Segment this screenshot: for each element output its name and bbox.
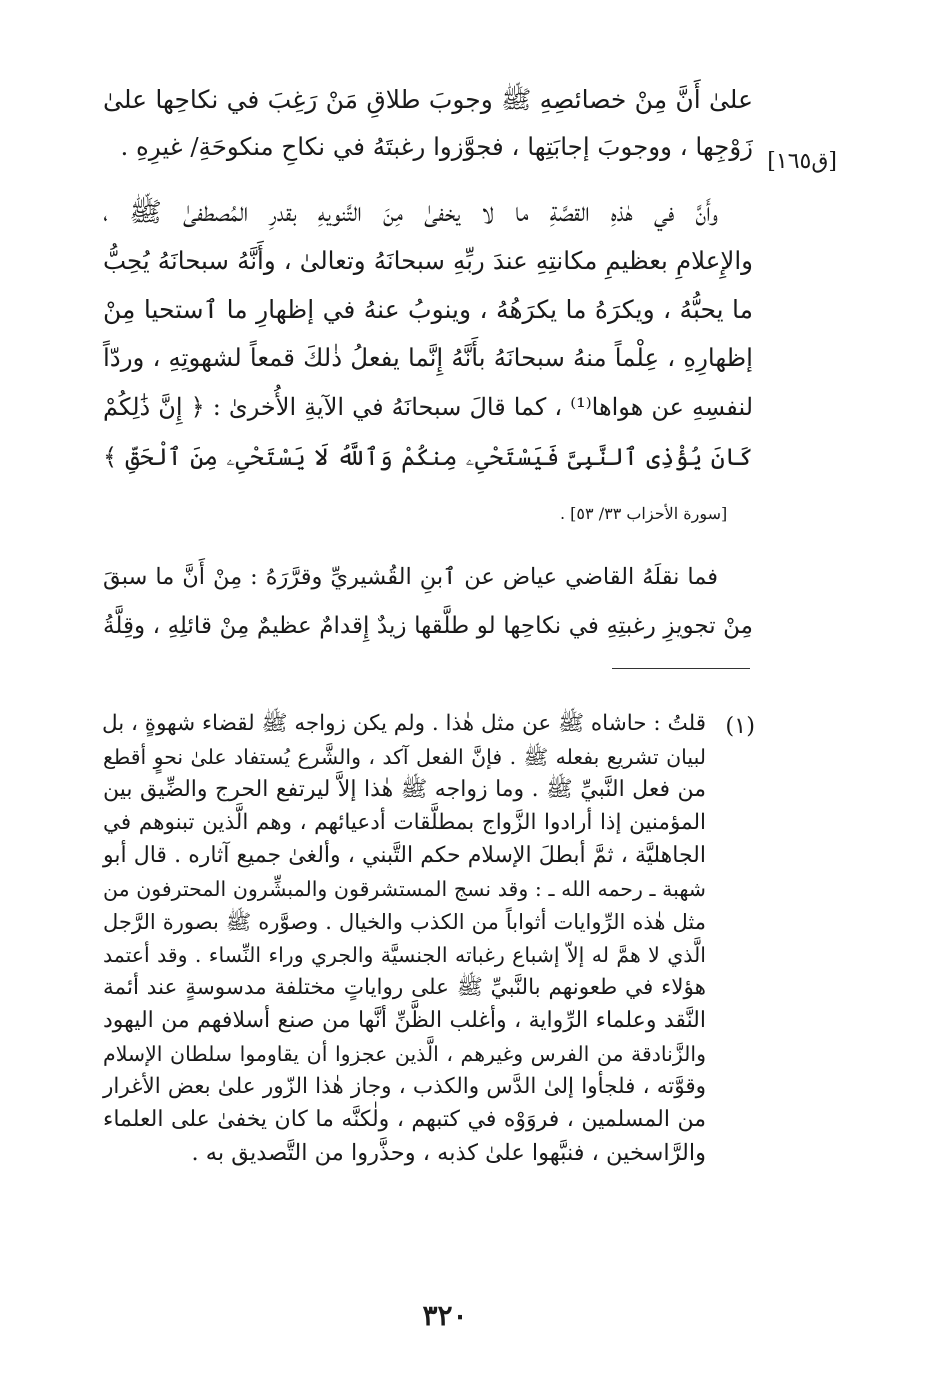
quran-source-reference: [سورة الأحزاب ٣٣/ ٥٣] . bbox=[560, 504, 728, 523]
main-text-line: زَوْجِها ، ووجوبَ إجابَتِها ، فجوَّزوا رغبتَهُ في نكاحِ منكوحَةِ/ غيرِهِ . bbox=[120, 132, 753, 161]
main-text-line: مِنْ تجويزِ رغبتِهِ في نكاحِها لو طلَّقها زيدٌ إِقدامٌ عظيمٌ مِنْ قائلِهِ ، وقِلَّةُ bbox=[103, 613, 753, 639]
footnote-line: قلتُ : حاشاه ﷺ عن مثل هٰذا . ولم يكن زواجه ﷺ لقضاء شهوةٍ ، بل bbox=[101, 711, 706, 736]
footnote-line: شهبة ـ رحمه الله ـ : وقد نسج المستشرقون والمبشِّرون المحترفون من bbox=[103, 877, 706, 901]
footnote-line: الجاهليَّة ، ثمَّ أبطلَ الإسلام حكم التَّبني ، وألغىٰ جميع آثاره . قال أبو bbox=[103, 843, 706, 868]
footnote-number: (١) bbox=[725, 713, 755, 739]
manuscript-folio-marker: [ق١٦٥] bbox=[767, 149, 837, 174]
footnote-line: مثل هٰذه الرِّوايات أثواباً من الكذب والخيال . وصوَّره ﷺ بصورة الرَّجل bbox=[103, 910, 706, 934]
footnote-line: من المسلمين ، فروَوْه في كتبهم ، ولٰكنَّه ما كان يخفىٰ على العلماء bbox=[103, 1107, 706, 1132]
footnote-line: هؤلاء في طعونهم بالنَّبيِّ ﷺ على رواياتٍ مختلفة مدسوسةٍ عند أئمة bbox=[103, 975, 706, 1000]
main-text-line: علىٰ أَنَّ مِنْ خصائصِهِ ﷺ وجوبَ طلاقِ مَنْ رَغِبَ في نكاحِها علىٰ bbox=[103, 85, 753, 114]
footnote-line: لبيان تشريع بفعله ﷺ . فإنَّ الفعل آكد ، والشَّرع يُستفاد علىٰ نحوٍ أقطع bbox=[103, 745, 706, 769]
main-text-line: فما نقلَهُ القاضي عياض عن ٱبنِ القُشيريِّ وقرَّرَهُ : مِنْ أَنَّ ما سبقَ bbox=[103, 564, 718, 590]
main-text-line: والإِعلامِ بعظيمِ مكانتِهِ عندَ ربِّهِ سبحانَهُ وتعالىٰ ، وأَنَّهُ سبحانَهُ يُحِبُّ bbox=[103, 246, 753, 275]
footnote-line: الَّذي لا همَّ له إلاّ إشباع رغباته الجنسيَّة والجري وراء النِّساء . وقد أعتمد bbox=[103, 943, 706, 967]
footnote-line: والرَّاسخين ، فنبَّهوا علىٰ كذبه ، وحذَّروا من التَّصديق به . bbox=[191, 1140, 706, 1166]
main-text-line: إظهارِهِ ، عِلْماً منهُ سبحانَهُ بأَنَّهُ إِنَّما يفعلُ ذٰلكَ قمعاً لشهوتِهِ ، وردّاً bbox=[103, 343, 753, 372]
footnote-line: والزَّنادقة من الفرس وغيرهم ، الَّذين عجزوا أن يقاوموا سلطان الإسلام bbox=[103, 1042, 706, 1066]
quran-verse-line: كَانَ يُؤْذِى ٱلنَّبِىَّ فَيَسْتَحْىِۦ مِنكُمْ وَٱللَّهُ لَا يَسْتَحْىِۦ مِنَ ٱلْحَقِّ ﴾ bbox=[103, 443, 753, 471]
footnote-line: وقوَّته ، فلجأوا إلىٰ الدَّس والكذب ، وجاز هٰذا الزّور علىٰ بعض الأغرار bbox=[103, 1074, 706, 1099]
footnote-separator bbox=[612, 668, 750, 669]
footnote-line: النَّقد وعلماء الرِّواية ، وأغلب الظَّنِّ أنَّها من صنع أسلافهم من اليهود bbox=[103, 1008, 706, 1033]
page-number: ٣٢٠ bbox=[422, 1299, 468, 1332]
main-text-line: ما يحبُّهُ ، ويكرَهُ ما يكرَهُهُ ، وينوبُ عنهُ في إظهارِ ما ٱستحيا مِنْ bbox=[103, 295, 753, 324]
footnote-line: المؤمنين إذا أرادوا الزَّواج بمطلَّقات أدعيائهم ، وهم الَّذين تبنوهم في bbox=[103, 810, 706, 835]
footnote-line: من فعل النَّبيِّ ﷺ . وما زواجه ﷺ هٰذا إلاَّ ليرتفع الحرج والضِّيق بين bbox=[103, 777, 706, 802]
main-text-line: لنفسِهِ عن هواها⁽¹⁾ ، كما قالَ سبحانَهُ في الآيةِ الأُخرىٰ : ﴿ إِنَّ ذَٰلِكُمْ bbox=[103, 393, 754, 421]
main-text-line: وأَنَّ في هٰذهِ القصَّةِ ما لا يخفىٰ مِنَ التَّنويهِ بقدرِ المُصطفىٰ ﷺ ، bbox=[103, 197, 718, 228]
